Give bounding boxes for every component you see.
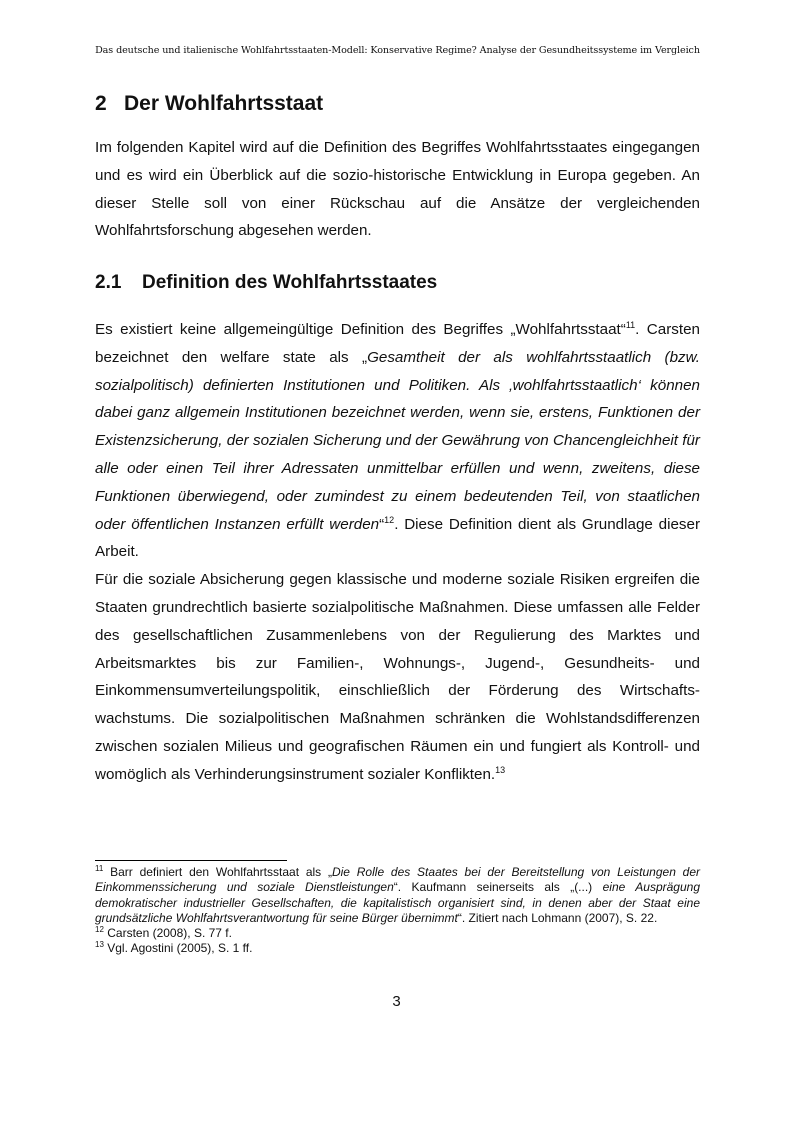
page-number: 3 [392,993,401,1010]
social-policy-paragraph [95,566,700,788]
closing-quote-mark: “ [379,515,385,533]
section-number: 2.1 [95,272,122,293]
running-header: Das deutsche und italienische Wohlfahrtsstaaten-Modell: Konservative Regime? Analyse der Gesundheitssysteme im Vergleich [95,45,700,56]
footnote-text: “. Kaufmann seinerseits als „(...) [393,880,603,895]
chapter-heading [95,92,323,116]
footnote-11 [95,865,700,926]
footnote-text: Carsten (2008), S. 77 f. [103,926,232,941]
footnote-number: 12 [95,925,104,935]
footnote-ref-12[interactable]: 12 [384,514,395,525]
paragraph-text: Es existiert keine allgemeingültige Definition des Begriffes „Wohlfahrtsstaat“ [95,321,626,338]
footnote-12 [95,926,700,941]
chapter-intro-paragraph: Im folgenden Kapitel wird auf die Definition des Begriffes Wohlfahrtsstaates eingegangen und es wird ein Überblick auf die sozio-historische Entwicklung in Europa gegeben. An dieser Stelle soll von einer Rückschau auf die Ansätze der vergleichenden Wohlfahrtsforschung abgesehen werden. [95,139,700,240]
chapter-number: 2 [95,92,107,115]
section-title: Definition des Wohlfahrtsstaates [142,272,438,293]
footnote-13 [95,941,700,956]
footnote-text: Barr definiert den Wohlfahrtsstaat als „ [103,865,332,879]
paragraph-text: . Diese Definition dient als Grundlage dieser Arbeit. [95,515,701,561]
section-heading [95,272,437,294]
chapter-title: Der Wohlfahrtsstaat [124,92,324,115]
paragraph-text: Für die soziale Absicherung gegen klassische und moderne soziale Risiken ergreifen die Staaten grundrechtlich basierte sozialpolitische Maßnahmen. Diese umfassen alle Felder des gesellschaftlichen Zusammenlebens von der Regulierung des Marktes und Arbeitsmarktes bis zur Familien-, Wohnungs-, Jugend-, Gesundheits- und Einkommensumverteilungspolitik, einschließlich der Förderung des Wirtschafts-wachstums. Die sozialpolitischen Maßnahmen schränken die Wohlstandsdifferenzen zwischen sozialen Milieus und geografischen Räumen ein und fungiert als Kontroll- und womöglich als Verhinderungsinstrument sozialer Konflikten. [95,571,700,783]
kaufmann-quote: eine Ausprägung demokratischer industrieller Gesellschaften, die kapitalistisch organisiert sind, in denen aber der Staat eine grundsätzliche Wohlfahrtsverantwortung für seine Bürger übernimmt [95,880,700,925]
carsten-quote: Gesamtheit der als wohlfahrtsstaatlich (bzw. sozialpolitisch) definierten Institutionen und Politiken. Als ‚wohlfahrtsstaatlich‘ können dabei ganz allgemein Institutionen bezeichnet werden, wenn sie, erstens, Funktionen der Existenzsicherung, der sozialen Sicherung und der Gewährung von Chancengleichheit für alle oder einen Teil ihrer Adressaten unmittelbar erfüllen und wenn, zweitens, diese Funktionen überwiegend, oder zumindest zu einem bedeutenden Teil, von staatlichen oder öffentlichen Instanzen erfüllt werden [95,348,700,533]
footnote-text: “. Zitiert nach Lohmann (2007), S. 22. [457,910,658,925]
paragraph-text: . Carsten bezeichnet den welfare state als „ [95,321,700,366]
footnotes [95,865,700,957]
footnote-number: 11 [95,864,104,873]
footnote-text: Vgl. Agostini (2005), S. 1 ff. [103,941,253,956]
barr-quote: Die Rolle des Staates bei der Bereitstellung von Leistungen der Einkommenssicherung und soziale Dienstleistungen [95,865,701,895]
footnote-separator [95,860,287,861]
definition-section-body [95,316,700,789]
footnote-number: 13 [95,940,104,950]
footnote-ref-13[interactable]: 13 [495,764,506,775]
footnote-ref-11[interactable]: 11 [625,319,636,330]
definition-paragraph [95,316,700,566]
